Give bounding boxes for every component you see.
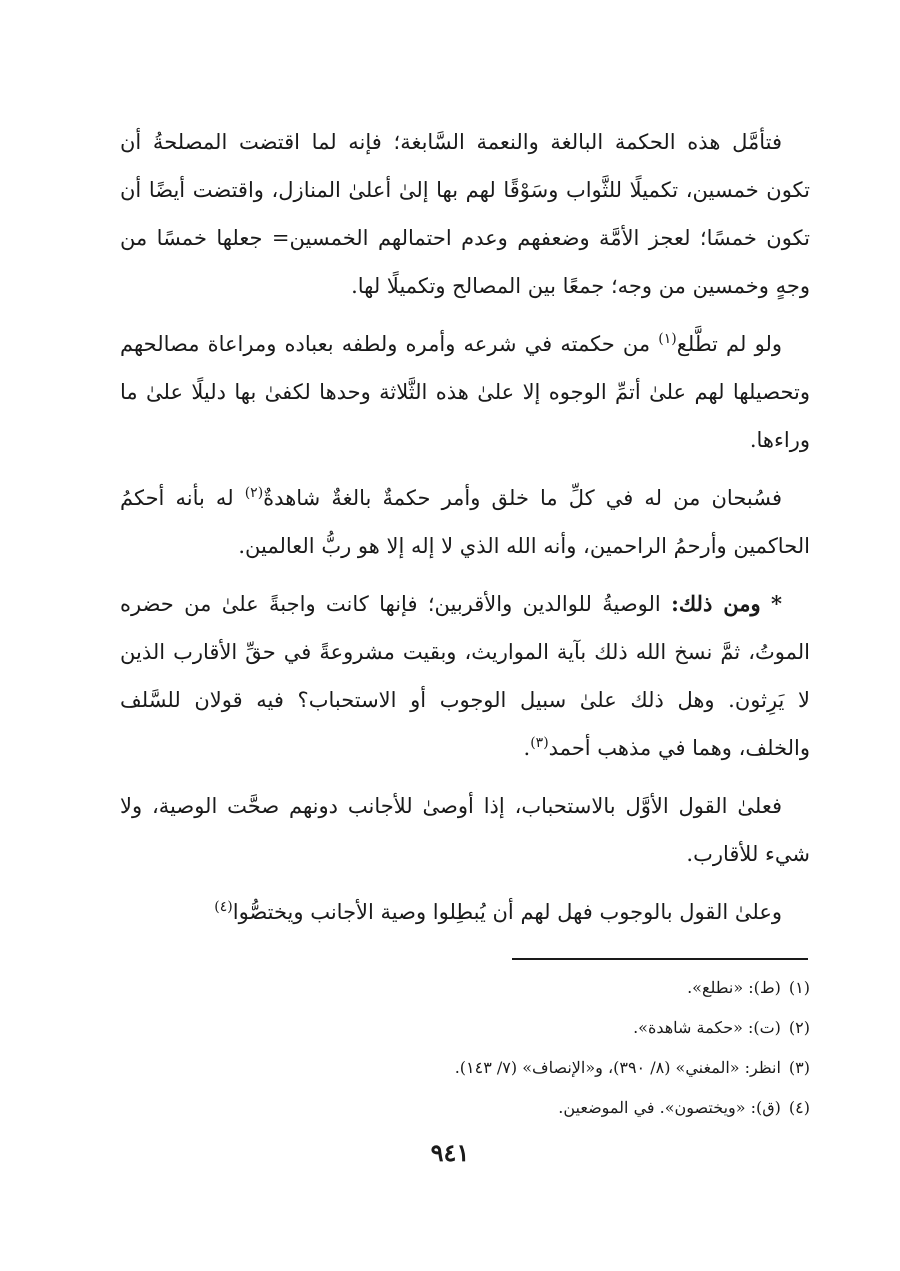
paragraph-6-before: وعلىٰ القول بالوجوب فهل لهم أن يُبطِلوا وصية الأجانب ويختصُّوا (232, 900, 782, 924)
paragraph-2 (120, 320, 810, 464)
paragraph-3-after: له بأنه أحكمُ الحاكمين وأرحمُ الراحمين، وأنه الله الذي لا إله إلا هو ربُّ العالمين. (120, 486, 810, 558)
footnote-text: (ت): «حكمة شاهدة». (633, 1018, 781, 1037)
footnote-text: (ق): «ويختصون». في الموضعين. (558, 1098, 781, 1117)
paragraph-1 (120, 118, 810, 310)
footnote-number: (٤) (788, 1098, 810, 1117)
footnote-number: (٣) (788, 1058, 810, 1077)
paragraph-3 (120, 474, 810, 570)
footnote-text: (ط): «نطلع». (687, 978, 781, 997)
paragraph-4 (120, 580, 810, 772)
footnote-1 (180, 968, 810, 1008)
footnote-text: انظر: «المغني» (٨/ ٣٩٠)، و«الإنصاف» (٧/ ١٤٣). (454, 1058, 781, 1077)
paragraph-3-before: فسُبحان من له في كلِّ ما خلق وأمر حكمةٌ بالغةٌ شاهدةٌ (263, 486, 782, 510)
paragraph-4-lead: ومن ذلك: (671, 591, 761, 616)
paragraph-5-text: فعلىٰ القول الأوَّل بالاستحباب، إذا أوصىٰ للأجانب دونهم صحَّت الوصية، ولا شيء للأقارب. (120, 794, 810, 866)
paragraph-4-after: . (523, 736, 531, 760)
footnote-number: (١) (788, 978, 810, 997)
paragraph-1-text: فتأمَّل هذه الحكمة البالغة والنعمة السَّابغة؛ فإنه لما اقتضت المصلحةُ أن تكون خمسين، تكميلًا للثَّواب وسَوْقًا لهم بها إلىٰ أعلىٰ المنازل، واقتضت أيضًا أن تكون خمسًا؛ لعجز الأمَّة وضعفهم وعدم احتمالهم الخمسين= جعلها خمسًا من وجهٍ وخمسين من وجه؛ جمعًا بين المصالح وتكميلًا لها. (120, 130, 810, 298)
footnote-4 (180, 1088, 810, 1128)
main-text (120, 118, 810, 946)
footnote-3 (180, 1048, 810, 1088)
paragraph-2-after: من حكمته في شرعه وأمره ولطفه بعباده ومراعاة مصالحهم وتحصيلها لهم علىٰ أتمِّ الوجوه إلا علىٰ هذه الثَّلاثة وحدها لكفىٰ بها دليلًا علىٰ ما وراءها. (120, 332, 810, 452)
footnote-ref-1[interactable]: (١) (658, 331, 677, 347)
footnote-2 (180, 1008, 810, 1048)
paragraph-2-before: ولو لم تطَّلع (676, 332, 782, 356)
footnote-ref-2[interactable]: (٢) (244, 485, 264, 501)
footnotes (180, 968, 810, 1128)
page-number: ٩٤١ (430, 1138, 470, 1167)
footnote-ref-3[interactable]: (٣) (530, 735, 549, 751)
asterisk-marker: * (771, 591, 782, 616)
paragraph-5 (120, 782, 810, 878)
paragraph-6 (120, 888, 810, 936)
paragraph-4-before: الوصيةُ للوالدين والأقربين؛ فإنها كانت واجبةً علىٰ من حضره الموتُ، ثمَّ نسخ الله ذلك بآية المواريث، وبقيت مشروعةً في حقِّ الأقارب الذين لا يَرِثون. وهل ذلك علىٰ سبيل الوجوب أو الاستحباب؟ فيه قولان للسَّلف والخلف، وهما في مذهب أحمد (120, 592, 810, 760)
footnote-divider (512, 958, 808, 960)
footnote-number: (٢) (788, 1018, 810, 1037)
footnote-ref-4[interactable]: (٤) (214, 899, 233, 915)
